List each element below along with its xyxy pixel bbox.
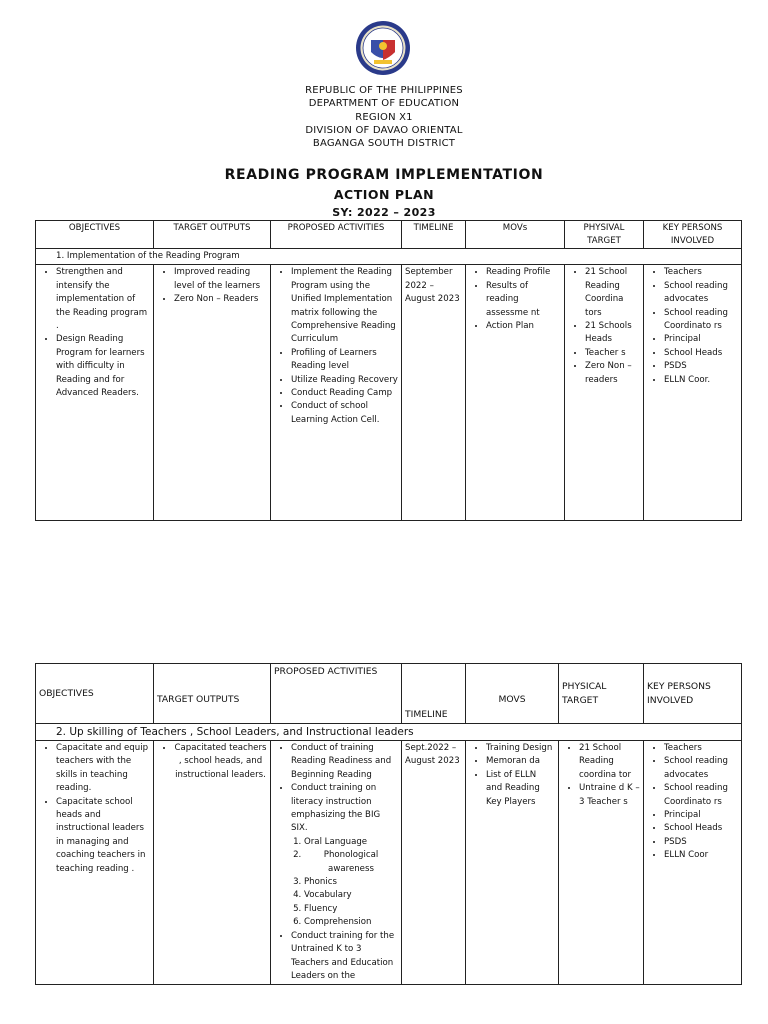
list-item: • Results of reading assessme nt: [486, 280, 561, 320]
document-title: READING PROGRAM IMPLEMENTATION: [224, 167, 544, 183]
activities-cell: [271, 741, 402, 985]
header-key-persons: KEY PERSONS INVOLVED: [644, 221, 742, 249]
list-item: • 21 Schools Heads: [585, 320, 640, 347]
list-item: • PSDS: [664, 360, 738, 373]
list-item: • School reading Coordinato rs: [664, 782, 738, 809]
header-timeline: TIMELINE: [402, 664, 466, 724]
section-title: 2. Up skilling of Teachers , School Leaders, and Instructional leaders: [36, 724, 742, 741]
big-six-item: 1. Oral Language: [304, 836, 398, 849]
list-item: • Strengthen and intensify the implementation of the Reading program .: [56, 266, 150, 333]
list-item: • Teacher s: [585, 347, 640, 360]
list-item: • Conduct training for the Untrained K to 3 Teachers and Education Leaders on the: [291, 930, 398, 984]
outputs-cell: [154, 265, 271, 521]
list-item: • Improved reading level of the learners: [174, 266, 267, 293]
table-header-row: [36, 664, 742, 724]
objectives-cell: [36, 265, 154, 521]
physical-target-cell: [559, 741, 644, 985]
list-item: • Zero Non – Readers: [174, 293, 267, 306]
header-physical-target: PHYSICAL TARGET: [559, 664, 644, 724]
header-movs: MOVs: [466, 221, 565, 249]
activities-cell: [271, 265, 402, 521]
big-six-item: 2. Phonological awareness: [304, 849, 398, 876]
list-item: • Profiling of Learners Reading level: [291, 347, 398, 374]
list-item: • School Heads: [664, 347, 738, 360]
list-item: • Reading Profile: [486, 266, 561, 279]
key-persons-cell: [644, 741, 742, 985]
header-objectives: OBJECTIVES: [36, 221, 154, 249]
movs-cell: [466, 741, 559, 985]
header-line: DEPARTMENT OF EDUCATION: [308, 98, 460, 110]
table-row: [36, 741, 742, 985]
list-item: • Capacitate and equip teachers with the skills in teaching reading.: [56, 742, 150, 796]
big-six-item: 5. Fluency: [304, 903, 398, 916]
action-plan-table-1: [35, 220, 742, 521]
outputs-cell: [154, 741, 271, 985]
header-target-outputs: TARGET OUTPUTS: [154, 221, 271, 249]
deped-seal-logo: [355, 20, 411, 76]
list-item: • ELLN Coor: [664, 849, 738, 862]
section-row: [36, 249, 742, 265]
list-item: • 21 School Reading coordina tor: [579, 742, 640, 782]
list-item: • School reading Coordinato rs: [664, 307, 738, 334]
big-six-item: 3. Phonics: [304, 876, 398, 889]
header-line: DIVISION OF DAVAO ORIENTAL: [305, 124, 463, 136]
header-line: REGION X1: [355, 111, 413, 123]
list-item: • Capacitate school heads and instructional leaders in managing and coaching teachers in teaching reading .: [56, 796, 150, 876]
list-item: • School Heads: [664, 822, 738, 835]
header-key-persons: KEY PERSONS INVOLVED: [644, 664, 742, 724]
movs-cell: [466, 265, 565, 521]
list-item: • PSDS: [664, 836, 738, 849]
document-header: [0, 84, 768, 150]
list-item: • Design Reading Program for learners with difficulty in Reading and for Advanced Readers.: [56, 333, 150, 400]
school-year: SY: 2022 – 2023: [332, 206, 436, 219]
header-line: REPUBLIC OF THE PHILIPPINES: [305, 85, 463, 96]
list-item: • Zero Non – readers: [585, 360, 640, 387]
list-item: • Conduct of school Learning Action Cell.: [291, 400, 398, 427]
list-item: • Conduct training on literacy instruction emphasizing the BIG SIX.: [291, 782, 398, 836]
list-item: • Utilize Reading Recovery: [291, 374, 398, 387]
header-target-outputs: TARGET OUTPUTS: [154, 664, 271, 724]
action-plan-table-2: [35, 663, 742, 985]
list-item: • Conduct Reading Camp: [291, 387, 398, 400]
list-item: • Teachers: [664, 266, 738, 279]
big-six-item: 4. Vocabulary: [304, 889, 398, 902]
document-subtitle: ACTION PLAN: [333, 187, 435, 202]
list-item: • 21 School Reading Coordina tors: [585, 266, 640, 320]
list-item: • Conduct of training Reading Readiness and Beginning Reading: [291, 742, 398, 782]
table-row: [36, 265, 742, 521]
header-movs: MOVS: [466, 664, 559, 724]
timeline-cell: September 2022 – August 2023: [402, 265, 466, 521]
header-proposed-activities: PROPOSED ACTIVITIES: [271, 221, 402, 249]
list-item: • Training Design: [486, 742, 555, 755]
list-item: • List of ELLN and Reading Key Players: [486, 769, 555, 809]
header-objectives: OBJECTIVES: [36, 664, 154, 724]
header-line: BAGANGA SOUTH DISTRICT: [312, 138, 456, 150]
objectives-cell: [36, 741, 154, 985]
list-item: • Untraine d K – 3 Teacher s: [579, 782, 640, 809]
physical-target-cell: [565, 265, 644, 521]
list-item: • Implement the Reading Program using the Unified Implementation matrix following the Comprehensive Reading Curriculum: [291, 266, 398, 346]
header-physical-target: PHYSIVAL TARGET: [565, 221, 644, 249]
list-item: • Principal: [664, 809, 738, 822]
big-six-item: 6. Comprehension: [304, 916, 398, 929]
key-persons-cell: [644, 265, 742, 521]
list-item: • Capacitated teachers , school heads, and instructional leaders.: [174, 742, 267, 782]
list-item: • School reading advocates: [664, 755, 738, 782]
section-row: [36, 724, 742, 741]
list-item: • Memoran da: [486, 755, 555, 768]
header-timeline: TIMELINE: [402, 221, 466, 249]
header-proposed-activities: PROPOSED ACTIVITIES: [271, 664, 402, 724]
section-title: 1. Implementation of the Reading Program: [36, 249, 742, 265]
timeline-cell: Sept.2022 – August 2023: [402, 741, 466, 985]
table-header-row: [36, 221, 742, 249]
list-item: • Teachers: [664, 742, 738, 755]
list-item: • School reading advocates: [664, 280, 738, 307]
list-item: • ELLN Coor.: [664, 374, 738, 387]
list-item: • Action Plan: [486, 320, 561, 333]
list-item: • Principal: [664, 333, 738, 346]
